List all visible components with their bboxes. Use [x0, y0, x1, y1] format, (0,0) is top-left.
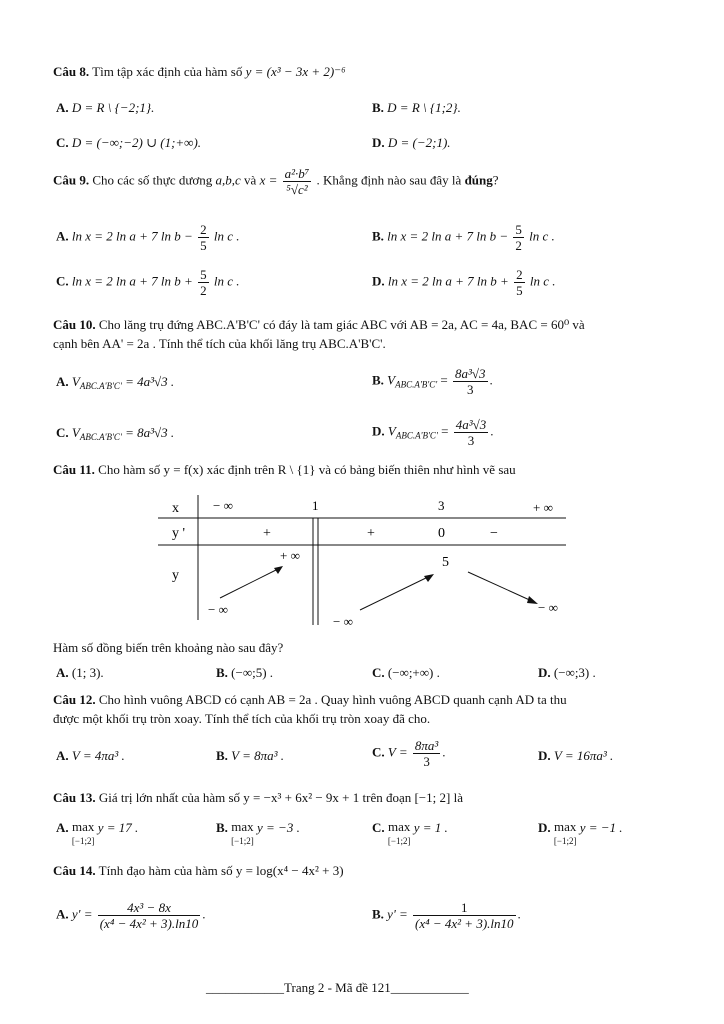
- frac-den: 2: [200, 283, 207, 298]
- option-post: ln c .: [213, 228, 240, 244]
- q9-den: ⁵√c²: [286, 182, 308, 197]
- option-v: V: [387, 423, 396, 439]
- option-text: D = (−2;1).: [387, 135, 451, 150]
- q8-stem: [53, 64, 346, 80]
- option-post: ln c .: [529, 273, 556, 289]
- option-v: V: [71, 425, 80, 440]
- q10-option-d[interactable]: [372, 417, 494, 448]
- option-text: y' =: [387, 906, 408, 922]
- option-label: D.: [372, 135, 385, 150]
- option-label: A.: [56, 100, 69, 115]
- frac-den: 3: [467, 382, 474, 397]
- q13-option-b[interactable]: [216, 820, 300, 848]
- arrow-up-1-head: [274, 566, 283, 574]
- q8-option-c[interactable]: [56, 135, 201, 151]
- option-text: D = R \ {−2;1}.: [71, 100, 155, 115]
- option-text: y = −1 .: [579, 820, 623, 835]
- frac-num: 4a³√3: [455, 417, 487, 432]
- q14-stem: [53, 863, 344, 879]
- table-yp-sign-1: +: [263, 526, 271, 541]
- option-text: (−∞;+∞) .: [387, 665, 440, 680]
- option-text: D = (−∞;−2) ∪ (1;+∞).: [71, 135, 202, 150]
- frac-num: 8πa³: [414, 738, 439, 753]
- max-sub: [−1;2]: [387, 836, 411, 846]
- table-yp-sign-2: +: [367, 526, 375, 541]
- max-block: [388, 820, 411, 848]
- table-x-3: 3: [438, 498, 445, 513]
- option-post: .: [489, 372, 493, 388]
- option-fraction: [98, 900, 201, 931]
- q12-option-b[interactable]: [216, 748, 284, 764]
- q12-stem-line1: [53, 692, 567, 708]
- option-eq: =: [441, 423, 449, 439]
- option-text: (−∞;5) .: [231, 665, 274, 680]
- q13-option-d[interactable]: [538, 820, 623, 848]
- option-label: D.: [538, 748, 551, 763]
- frac-num: 5: [200, 267, 207, 282]
- q8-label: Câu 8.: [53, 64, 90, 79]
- option-eq: =: [440, 372, 448, 388]
- max-word: max: [231, 819, 254, 834]
- option-text: y = 1 .: [413, 820, 448, 835]
- table-y-right-low: − ∞: [538, 600, 558, 615]
- option-post: ln c .: [213, 273, 240, 289]
- option-label: C.: [372, 820, 385, 835]
- q9-vars: a,b,c: [215, 172, 241, 188]
- page-footer: ____________Trang 2 - Mã đề 121____________: [206, 980, 469, 995]
- frac-num: 2: [516, 267, 523, 282]
- option-text: y = 17 .: [97, 820, 139, 835]
- option-label: C.: [56, 273, 69, 289]
- option-label: B.: [372, 372, 384, 388]
- q9-tail-bold: đúng: [464, 172, 493, 188]
- frac-den: 5: [200, 238, 207, 253]
- q11-label: Câu 11.: [53, 462, 95, 477]
- option-text: y' =: [71, 906, 93, 922]
- option-label: D.: [372, 273, 385, 289]
- option-label: B.: [372, 228, 384, 244]
- arrow-down-head: [527, 596, 538, 604]
- max-sub: [−1;2]: [231, 836, 254, 846]
- q9-tail-post: ?: [492, 172, 499, 188]
- q9-fraction: [283, 166, 312, 197]
- frac-num: 2: [200, 222, 207, 237]
- option-sub: ABC.A'B'C': [395, 379, 438, 390]
- option-fraction: [454, 417, 489, 448]
- q9-tail: . Khẳng định nào sau đây là: [316, 172, 462, 188]
- option-text: (1; 3).: [71, 665, 104, 680]
- max-block: [554, 820, 577, 848]
- q9-option-b[interactable]: [372, 222, 555, 253]
- option-label: A.: [56, 748, 69, 763]
- q14-option-b[interactable]: [372, 900, 521, 931]
- q10-option-c[interactable]: [56, 425, 174, 442]
- q11-option-c[interactable]: [372, 665, 440, 681]
- q8-option-b[interactable]: [372, 100, 461, 116]
- q11-stem: [53, 462, 516, 478]
- q9-option-a[interactable]: [56, 222, 239, 253]
- q9-text: Cho các số thực dương: [92, 172, 213, 188]
- option-fraction: [514, 267, 525, 298]
- frac-den: 3: [423, 754, 430, 769]
- q13-label: Câu 13.: [53, 790, 96, 805]
- option-label: B.: [372, 100, 384, 115]
- table-x-1: 1: [312, 498, 319, 513]
- option-fraction: [198, 267, 209, 298]
- q12-option-a[interactable]: [56, 748, 125, 764]
- arrow-up-2-head: [424, 574, 434, 582]
- q12-label: Câu 12.: [53, 692, 96, 707]
- option-label: C.: [372, 744, 385, 760]
- option-post: .: [442, 744, 446, 760]
- frac-num: 8a³√3: [455, 366, 486, 381]
- q12-option-d[interactable]: [538, 748, 613, 764]
- frac-num: 1: [413, 900, 516, 916]
- option-text: (−∞;3) .: [553, 665, 596, 680]
- option-label: B.: [216, 665, 228, 680]
- option-post: ln c .: [529, 228, 555, 244]
- table-yp-zero: 0: [438, 526, 445, 541]
- option-v: V: [71, 374, 80, 389]
- q9-label: Câu 9.: [53, 172, 90, 188]
- option-label: C.: [372, 665, 385, 680]
- q9-num: a²·b⁷: [284, 166, 310, 181]
- option-fraction: [413, 900, 516, 931]
- frac-num: 5: [515, 222, 522, 237]
- table-y-peak: 5: [442, 555, 449, 570]
- q10-line1: Cho lăng trụ đứng ABC.A'B'C' có đáy là tam giác ABC với AB = 2a, AC = 4a, BAC = 60⁰ và: [98, 317, 585, 332]
- option-fraction: [513, 222, 524, 253]
- option-post: .: [490, 423, 494, 439]
- table-x-pos-inf: + ∞: [533, 500, 553, 515]
- option-text: V =: [387, 744, 408, 760]
- frac-den: (x⁴ − 4x² + 3).ln10: [415, 916, 514, 931]
- arrow-up-1: [220, 568, 280, 598]
- option-label: D.: [372, 423, 385, 439]
- max-block: [231, 820, 254, 848]
- option-label: A.: [56, 906, 69, 922]
- option-text: D = R \ {1;2}.: [387, 100, 461, 115]
- arrow-down: [468, 572, 534, 602]
- option-label: D.: [538, 665, 551, 680]
- max-sub: [−1;2]: [553, 836, 577, 846]
- option-label: B.: [372, 906, 384, 922]
- option-post: .: [517, 906, 521, 922]
- q10-stem-line2: cạnh bên AA' = 2a . Tính thể tích của khối lăng trụ ABC.A'B'C'.: [53, 336, 386, 351]
- table-yp-sign-3: −: [490, 526, 498, 541]
- option-text: V = 16πa³ .: [553, 748, 614, 763]
- option-label: B.: [216, 748, 228, 763]
- q13-option-a[interactable]: [56, 820, 138, 848]
- variation-table: [150, 490, 580, 630]
- option-label: B.: [216, 820, 228, 835]
- q9-and: và: [244, 172, 257, 188]
- option-fraction: [413, 738, 440, 769]
- frac-den: (x⁴ − 4x² + 3).ln10: [99, 916, 199, 931]
- option-sub: ABC.A'B'C': [79, 432, 122, 442]
- q11-text: Cho hàm số y = f(x) xác định trên R \ {1} và có bảng biến thiên như hình vẽ sau: [98, 462, 516, 477]
- option-post: .: [202, 906, 206, 922]
- option-text: ln x = 2 ln a + 7 ln b −: [387, 228, 509, 244]
- q11-option-a[interactable]: [56, 665, 104, 681]
- option-fraction: [198, 222, 209, 253]
- q13-stem: [53, 790, 463, 806]
- q10-option-b[interactable]: [372, 366, 493, 397]
- option-text: V = 8πa³ .: [231, 748, 285, 763]
- max-sub: [−1;2]: [71, 836, 95, 846]
- q14-option-a[interactable]: [56, 900, 206, 931]
- max-word: max: [387, 819, 411, 834]
- q13-option-c[interactable]: [372, 820, 448, 848]
- q11-option-d[interactable]: [538, 665, 596, 681]
- option-text: y = −3 .: [257, 820, 300, 835]
- q11-question: Hàm số đồng biến trên khoảng nào sau đây?: [53, 640, 284, 655]
- option-text: ln x = 2 ln a + 7 ln b −: [71, 228, 193, 244]
- table-x-neg-inf: − ∞: [213, 498, 233, 513]
- table-y-mid-low: − ∞: [333, 614, 353, 629]
- option-sub: ABC.A'B'C': [395, 430, 438, 441]
- option-label: A.: [56, 820, 69, 835]
- q9-x-eq: x =: [259, 172, 278, 188]
- q8-option-a[interactable]: [56, 100, 154, 116]
- q10-option-a[interactable]: [56, 374, 174, 391]
- q10-label: Câu 10.: [53, 317, 96, 332]
- table-yp-label: y ': [172, 526, 186, 541]
- max-word: max: [71, 819, 95, 834]
- option-rhs: = 4a³√3 .: [125, 374, 175, 389]
- frac-den: 5: [516, 283, 523, 298]
- option-sub: ABC.A'B'C': [79, 381, 122, 391]
- option-text: ln x = 2 ln a + 7 ln b +: [71, 273, 193, 289]
- option-label: A.: [56, 374, 69, 389]
- q12-stem-line2: được một khối trụ tròn xoay. Tính thể tích của khối trụ tròn xoay đã cho.: [53, 711, 431, 726]
- q12-option-c[interactable]: [372, 738, 446, 769]
- max-block: [72, 820, 95, 848]
- option-label: A.: [56, 665, 69, 680]
- option-fraction: [453, 366, 488, 397]
- q14-text: Tính đạo hàm của hàm số y = log(x⁴ − 4x² + 3): [98, 863, 344, 878]
- q12-line1: Cho hình vuông ABCD có cạnh AB = 2a . Quay hình vuông ABCD quanh cạnh AD ta thu: [98, 692, 567, 707]
- q14-label: Câu 14.: [53, 863, 96, 878]
- option-label: C.: [56, 135, 69, 150]
- q10-stem-line1: [53, 317, 585, 333]
- option-rhs: = 8a³√3 .: [125, 425, 175, 440]
- option-label: D.: [538, 820, 551, 835]
- q11-option-b[interactable]: [216, 665, 273, 681]
- option-label: A.: [56, 228, 69, 244]
- table-y-label: y: [172, 568, 179, 583]
- q9-option-d[interactable]: [372, 267, 555, 298]
- q9-option-c[interactable]: [56, 267, 239, 298]
- arrow-up-2: [360, 576, 430, 610]
- q8-formula: y = (x³ − 3x + 2)⁻⁶: [245, 64, 346, 79]
- frac-den: 2: [515, 238, 522, 253]
- frac-den: 3: [467, 433, 475, 448]
- max-word: max: [553, 819, 577, 834]
- frac-num: 4x³ − 8x: [98, 900, 201, 916]
- table-x-label: x: [172, 501, 179, 516]
- option-text: ln x = 2 ln a + 7 ln b +: [387, 273, 509, 289]
- q8-option-d[interactable]: [372, 135, 451, 151]
- table-y-left-high: + ∞: [280, 548, 300, 563]
- option-v: V: [387, 372, 396, 388]
- option-label: C.: [56, 425, 69, 440]
- q13-text: Giá trị lớn nhất của hàm số y = −x³ + 6x² − 9x + 1 trên đoạn [−1; 2] là: [98, 790, 463, 805]
- option-text: V = 4πa³ .: [71, 748, 125, 763]
- table-y-left-low: − ∞: [208, 602, 228, 617]
- q8-text: Tìm tập xác định của hàm số: [92, 64, 243, 79]
- q9-stem: [53, 166, 499, 197]
